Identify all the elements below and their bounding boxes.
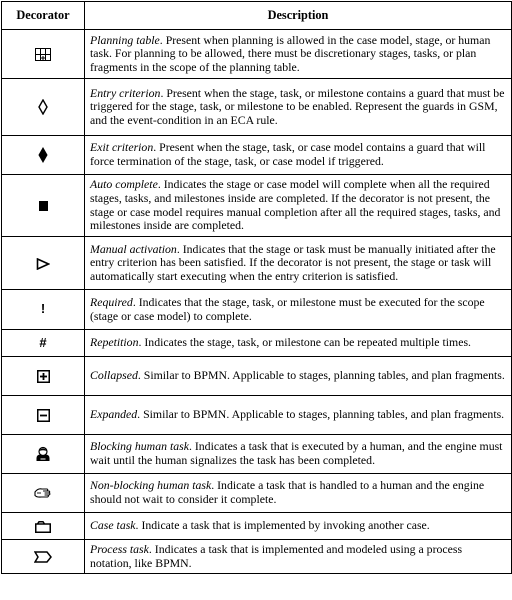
case-task-icon — [35, 521, 51, 533]
process-task-icon — [34, 551, 52, 563]
table-row — [2, 396, 512, 435]
decorator-description: . Similar to BPMN. Applicable to stages, planning tables, and plan fragments. — [137, 407, 505, 422]
decorator-table — [1, 1, 512, 574]
description-cell — [85, 30, 512, 79]
decorator-description: . Indicate a task that is implemented by invoking another case. — [135, 518, 430, 533]
table-row — [2, 79, 512, 136]
manual-activation-icon — [36, 258, 50, 270]
decorator-term: Exit criterion — [90, 140, 154, 155]
decorator-description: . Similar to BPMN. Applicable to stages, planning tables, and plan fragments. — [137, 368, 505, 383]
decorator-term: Repetition — [90, 335, 139, 350]
table-row — [2, 237, 512, 290]
expanded-icon — [37, 409, 50, 422]
decorator-term: Collapsed — [90, 368, 138, 383]
description-cell — [85, 513, 512, 540]
table-row — [2, 175, 512, 237]
description-cell — [85, 290, 512, 330]
decorator-description: . Present when planning is allowed in the case model, stage, or human task. For planning to be allowed, there must be discretionary stages, tasks, or plan fragments in the scope of the planning table. — [90, 32, 491, 74]
description-cell — [85, 474, 512, 513]
decorator-description: . Indicates the stage, task, or milestone can be repeated multiple times. — [138, 335, 471, 350]
required-icon: ! — [40, 301, 46, 317]
description-cell — [85, 175, 512, 237]
exit-criterion-icon — [38, 147, 48, 163]
table-row — [2, 357, 512, 396]
decorator-description: . Present when the stage, task, or milestone contains a guard that must be triggered for the stage, task, or milestone to be enabled. Represent the guards in GSM, and the event-condition in an ECA rule. — [90, 85, 505, 127]
header-decorator: Decorator — [2, 2, 85, 30]
description-cell — [85, 237, 512, 290]
decorator-term: Manual activation — [90, 241, 177, 256]
auto-complete-icon — [39, 201, 48, 211]
planning-table-icon — [35, 48, 51, 61]
header-row — [2, 2, 512, 30]
decorator-term: Non-blocking human task — [90, 478, 212, 493]
collapsed-icon — [37, 370, 50, 383]
table-row — [2, 330, 512, 357]
header-description: Description — [85, 2, 512, 30]
description-cell — [85, 136, 512, 175]
description-cell — [85, 540, 512, 574]
decorator-term: Planning table — [90, 32, 160, 47]
decorator-term: Entry criterion — [90, 85, 161, 100]
description-cell — [85, 357, 512, 396]
table-row — [2, 136, 512, 175]
description-cell — [85, 435, 512, 474]
description-cell — [85, 330, 512, 357]
table-row — [2, 435, 512, 474]
description-cell — [85, 79, 512, 136]
decorator-description: . Indicates a task that is implemented and modeled using a process notation, like BPMN. — [90, 541, 463, 570]
decorator-description: . Indicates a task that is executed by a human, and the engine must wait until the human signalizes the task has been completed. — [90, 439, 503, 467]
entry-criterion-icon — [38, 99, 48, 115]
decorator-term: Required — [90, 294, 133, 309]
table-row — [2, 540, 512, 574]
decorator-description: . Indicates that the stage, task, or milestone must be executed for the scope (stage or case model) to complete. — [90, 294, 485, 323]
table-row — [2, 30, 512, 79]
decorator-description: . Indicate a task that is handled to a human and the engine should not wait to consider it complete. — [90, 478, 485, 506]
table-row — [2, 513, 512, 540]
decorator-term: Expanded — [90, 407, 138, 422]
decorator-description: . Indicates the stage or case model will complete when all the required stages, tasks, and milestones inside are completed. If the decorator is not present, the stage or case model requires manual completion after all the required stages, tasks, and milestones inside are completed. — [90, 177, 501, 233]
repetition-icon: # — [39, 334, 47, 350]
decorator-term: Auto complete — [90, 177, 158, 192]
description-cell — [85, 396, 512, 435]
blocking-human-task-icon — [35, 446, 51, 462]
table-row — [2, 474, 512, 513]
non-blocking-human-task-icon — [34, 486, 52, 500]
decorator-term: Case task — [90, 518, 136, 533]
table-row — [2, 290, 512, 330]
decorator-description: . Present when the stage, task, or case model contains a guard that will force termination of the stage, task, or case model if triggered. — [90, 140, 486, 168]
decorator-term: Blocking human task — [90, 439, 189, 454]
decorator-term: Process task — [90, 541, 149, 556]
decorator-description: . Indicates that the stage or task must be manually initiated after the entry criterion has been satisfied. If the decorator is not present, the stage or task will automatically start executing when the entry criterion is satisfied. — [90, 241, 496, 283]
